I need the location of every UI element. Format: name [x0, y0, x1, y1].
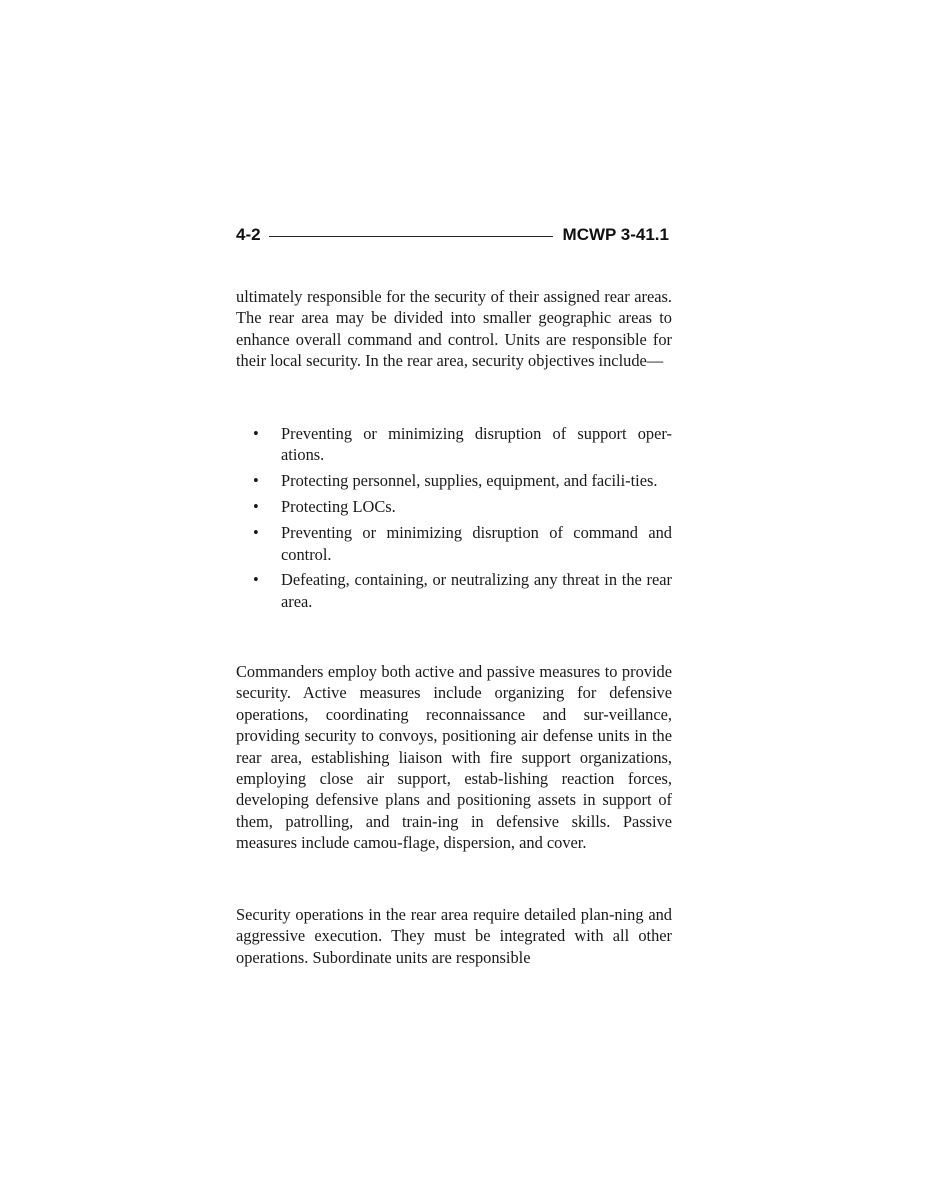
list-item: [236, 423, 672, 466]
security-objectives-list: [236, 423, 672, 617]
list-item-text: Preventing or minimizing disruption of support oper-ations.: [281, 424, 672, 465]
list-item: [236, 522, 672, 565]
list-item-text: Defeating, containing, or neutralizing any threat in the rear area.: [281, 570, 672, 611]
list-item: [236, 496, 672, 517]
bullet-icon: •: [253, 523, 259, 543]
bullet-icon: •: [253, 497, 259, 517]
paragraph-security-operations: Security operations in the rear area require detailed plan-ning and aggressive execution. They must be integrated with all other operations. Subordinate units are responsible: [236, 905, 672, 967]
list-item: [236, 569, 672, 612]
paragraph-rear-area-responsibility: ultimately responsible for the security of their assigned rear areas. The rear area may be divided into smaller geographic areas to enhance overall command and control. Units are responsible for their local security. In the rear area, security objectives include—: [236, 287, 672, 371]
bullet-icon: •: [253, 570, 259, 590]
header-rule: [269, 236, 553, 237]
paragraph-security-measures: Commanders employ both active and passive measures to provide security. Active measures include organizing for defensive operations, coordinating reconnaissance and sur-veillance, providing security to convoys, positioning air defense units in the rear area, establishing liaison with fire support organizations, employing close air support, estab-lishing reaction forces, developing defensive plans and positioning assets in support of them, patrolling, and train-ing in defensive skills. Passive measures include camou-flage, dispersion, and cover.: [236, 662, 672, 853]
list-item-text: Protecting LOCs.: [281, 497, 396, 517]
bullet-icon: •: [253, 471, 259, 491]
publication-id: MCWP 3-41.1: [562, 225, 669, 244]
bullet-icon: •: [253, 424, 259, 443]
list-item-text: Preventing or minimizing disruption of command and control.: [281, 523, 672, 564]
page-number: 4-2: [236, 225, 261, 244]
list-item-text: Protecting personnel, supplies, equipment, and facili-ties.: [281, 471, 658, 491]
list-item: [236, 470, 672, 491]
page-header: [236, 224, 669, 246]
